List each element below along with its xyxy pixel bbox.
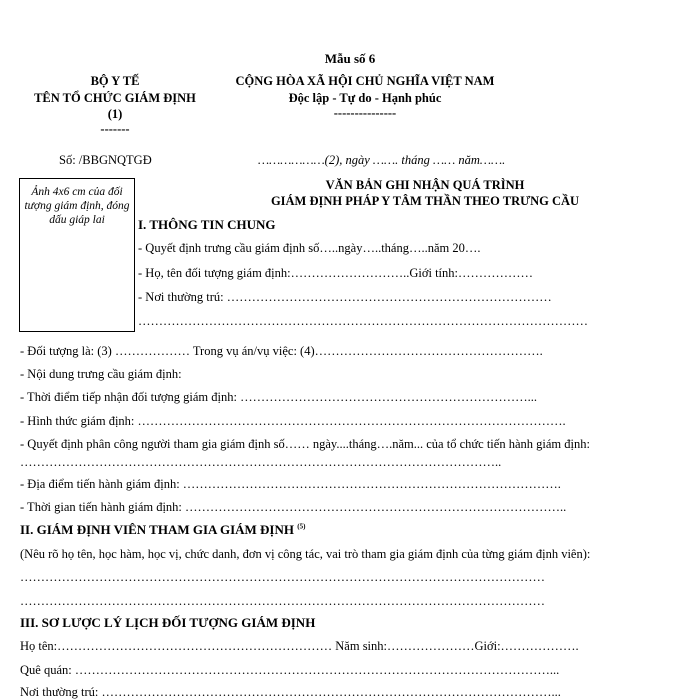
section2-heading-note: (5) bbox=[297, 522, 306, 531]
decision-field: - Quyết định trưng cầu giám định số…..ngày…..tháng…..năm 20…. bbox=[138, 241, 481, 255]
country-name: CỘNG HÒA XÃ HỘI CHỦ NGHĨA VIỆT NAM bbox=[235, 74, 495, 88]
left-header-divider: ------- bbox=[100, 122, 130, 136]
request-content-field: - Nội dung trưng cầu giám định: bbox=[20, 367, 182, 381]
bio-residence-field: Nơi thường trú: ………………………………………………………………………………………………... bbox=[20, 685, 561, 699]
place-date: ………………(2), ngày ……. tháng …… năm……. bbox=[258, 153, 506, 167]
right-header-divider: --------------- bbox=[333, 106, 397, 120]
photo-placeholder-text: Ảnh 4x6 cm của đối tượng giám định, đóng dấu giáp lai bbox=[24, 186, 130, 226]
receive-time-field: - Thời điểm tiếp nhận đối tượng giám định: ……………………………………………………………... bbox=[20, 390, 537, 404]
assessment-form-field: - Hình thức giám định: …………………………………………………………………………………………. bbox=[20, 414, 566, 428]
examiner-instruction: (Nêu rõ họ tên, học hàm, học vị, chức danh, đơn vị công tác, vai trò tham gia giám định của từng giám định viên): bbox=[20, 547, 591, 561]
organization-name: TÊN TỔ CHỨC GIÁM ĐỊNH bbox=[34, 91, 196, 105]
section1-heading: I. THÔNG TIN CHUNG bbox=[138, 217, 276, 232]
section2-heading bbox=[20, 522, 305, 538]
residence-field: - Nơi thường trú: …………………………………………………………………… bbox=[138, 290, 552, 304]
reference-number: Số: /BBGNQTGĐ bbox=[59, 153, 152, 167]
subject-bio-name-field: Họ tên:………………………………………………………… Năm sinh:…………………Giới:………………. bbox=[20, 639, 579, 653]
subject-type-field: - Đối tượng là: (3) ……………… Trong vụ án/vụ việc: (4)………………………………………………. bbox=[20, 344, 543, 358]
organization-note: (1) bbox=[107, 107, 123, 121]
duration-field: - Thời gian tiến hành giám định: ……………………………………………………………………………….. bbox=[20, 500, 567, 514]
examiner-line-1: ……………………………………………………………………………………………………………… bbox=[20, 570, 545, 584]
examiner-line-2: ……………………………………………………………………………………………………………… bbox=[20, 594, 545, 608]
location-field: - Địa điểm tiến hành giám định: ………………………………………………………………………………. bbox=[20, 477, 561, 491]
hometown-field: Quê quán: ……………………………………………………………………………………………………... bbox=[20, 663, 560, 677]
ministry-name: BỘ Y TẾ bbox=[90, 74, 140, 88]
assignment-decision-field: - Quyết định phân công người tham gia giám định số…… ngày....tháng….năm... của tổ chức tiến hành giám định: bbox=[20, 437, 590, 451]
photo-placeholder bbox=[19, 178, 135, 332]
form-number: Mẫu số 6 bbox=[324, 51, 376, 66]
motto: Độc lập - Tự do - Hạnh phúc bbox=[288, 91, 442, 105]
section3-heading: III. SƠ LƯỢC LÝ LỊCH ĐỐI TƯỢNG GIÁM ĐỊNH bbox=[20, 615, 316, 630]
subject-name-field: - Họ, tên đối tượng giám định:………………………..Giới tính:……………… bbox=[138, 266, 533, 280]
residence-continuation: ……………………………………………………………………………………………… bbox=[138, 314, 588, 328]
document-title-line2: GIÁM ĐỊNH PHÁP Y TÂM THẦN THEO TRƯNG CẦU bbox=[270, 194, 580, 208]
document-title-line1: VĂN BẢN GHI NHẬN QUÁ TRÌNH bbox=[325, 178, 525, 192]
section2-heading-text: II. GIÁM ĐỊNH VIÊN THAM GIA GIÁM ĐỊNH bbox=[20, 522, 294, 537]
assignment-continuation: …………………………………………………………………………………………………….. bbox=[20, 455, 502, 469]
